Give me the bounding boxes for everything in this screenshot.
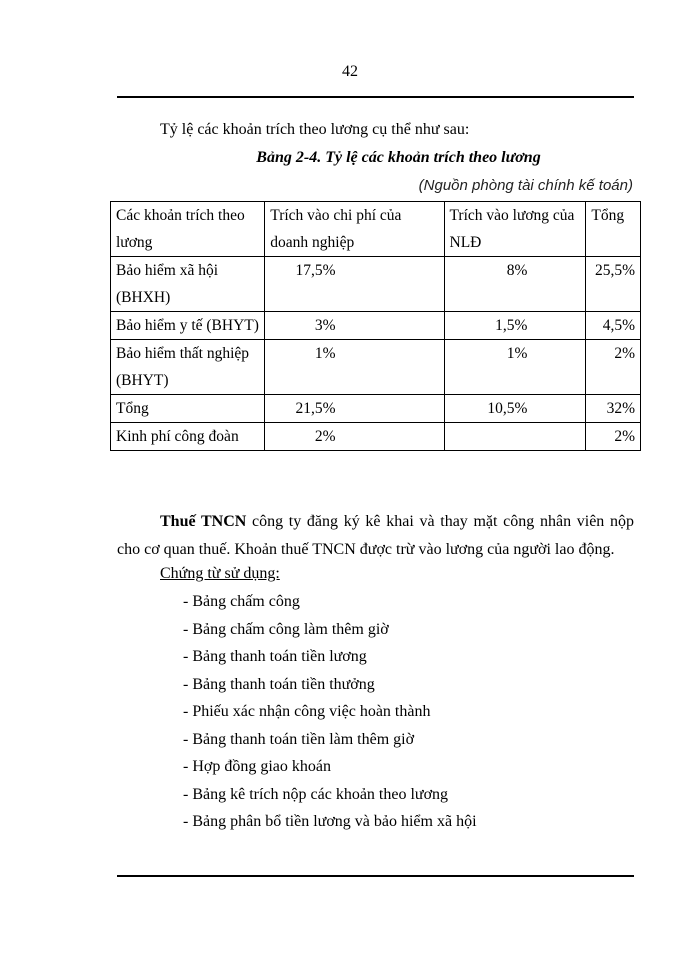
header-cell: Trích vào chi phí của doanh nghiệp — [265, 202, 444, 257]
row-name: Kinh phí công đoàn — [111, 423, 265, 451]
table-row — [111, 312, 641, 340]
row-name: Bảo hiểm y tế (BHYT) — [111, 312, 265, 340]
total-rate: 2% — [586, 340, 641, 395]
header-cell: Tổng — [586, 202, 641, 257]
company-rate: 3% — [265, 312, 444, 340]
row-name: Bảo hiểm thất nghiệp (BHYT) — [111, 340, 265, 395]
footer-rule — [117, 875, 634, 877]
list-item: - Bảng chấm công — [183, 593, 300, 610]
list-item: - Hợp đồng giao khoán — [183, 758, 331, 775]
company-rate: 17,5% — [265, 257, 444, 312]
employee-rate: 1% — [444, 340, 586, 395]
company-rate: 21,5% — [265, 395, 444, 423]
documents-heading: Chứng từ sử dụng: — [160, 565, 280, 582]
table-header-row — [111, 202, 641, 257]
row-name: Bảo hiểm xã hội (BHXH) — [111, 257, 265, 312]
company-rate: 1% — [265, 340, 444, 395]
employee-rate — [444, 423, 586, 451]
table-source: (Nguồn phòng tài chính kế toán) — [418, 177, 633, 194]
list-item: - Bảng phân bổ tiền lương và bảo hiểm xã hội — [183, 813, 477, 830]
company-rate: 2% — [265, 423, 444, 451]
table-row — [111, 340, 641, 395]
table-row — [111, 395, 641, 423]
list-item: - Bảng kê trích nộp các khoản theo lương — [183, 785, 449, 803]
total-rate: 2% — [586, 423, 641, 451]
table-caption: Bảng 2-4. Tỷ lệ các khoản trích theo lương — [256, 149, 541, 166]
documents-list — [183, 588, 477, 836]
header-cell: Các khoản trích theo lương — [111, 202, 265, 257]
list-item: - Phiếu xác nhận công việc hoàn thành — [183, 703, 431, 720]
tax-paragraph — [117, 508, 634, 564]
deduction-rates-table — [110, 201, 641, 451]
intro-text: Tỷ lệ các khoản trích theo lương cụ thể như sau: — [160, 121, 470, 138]
table-row — [111, 257, 641, 312]
page-number: 42 — [342, 63, 358, 80]
list-item: - Bảng thanh toán tiền làm thêm giờ — [183, 730, 415, 748]
list-item: - Bảng thanh toán tiền lương — [183, 648, 367, 665]
employee-rate: 10,5% — [444, 395, 586, 423]
employee-rate: 8% — [444, 257, 586, 312]
table-row — [111, 423, 641, 451]
list-item: - Bảng chấm công làm thêm giờ — [183, 620, 389, 638]
tax-text: công ty đăng ký kê khai và thay mặt công nhân viên nộp cho cơ quan thuế. Khoản thuế TNCN được trừ vào lương của người lao động. — [117, 513, 634, 558]
total-rate: 25,5% — [586, 257, 641, 312]
header-cell: Trích vào lương của NLĐ — [444, 202, 586, 257]
total-rate: 4,5% — [586, 312, 641, 340]
tax-lead: Thuế TNCN — [160, 513, 247, 530]
total-rate: 32% — [586, 395, 641, 423]
employee-rate: 1,5% — [444, 312, 586, 340]
header-rule — [117, 96, 634, 98]
row-name: Tổng — [111, 395, 265, 423]
list-item: - Bảng thanh toán tiền thưởng — [183, 675, 375, 693]
